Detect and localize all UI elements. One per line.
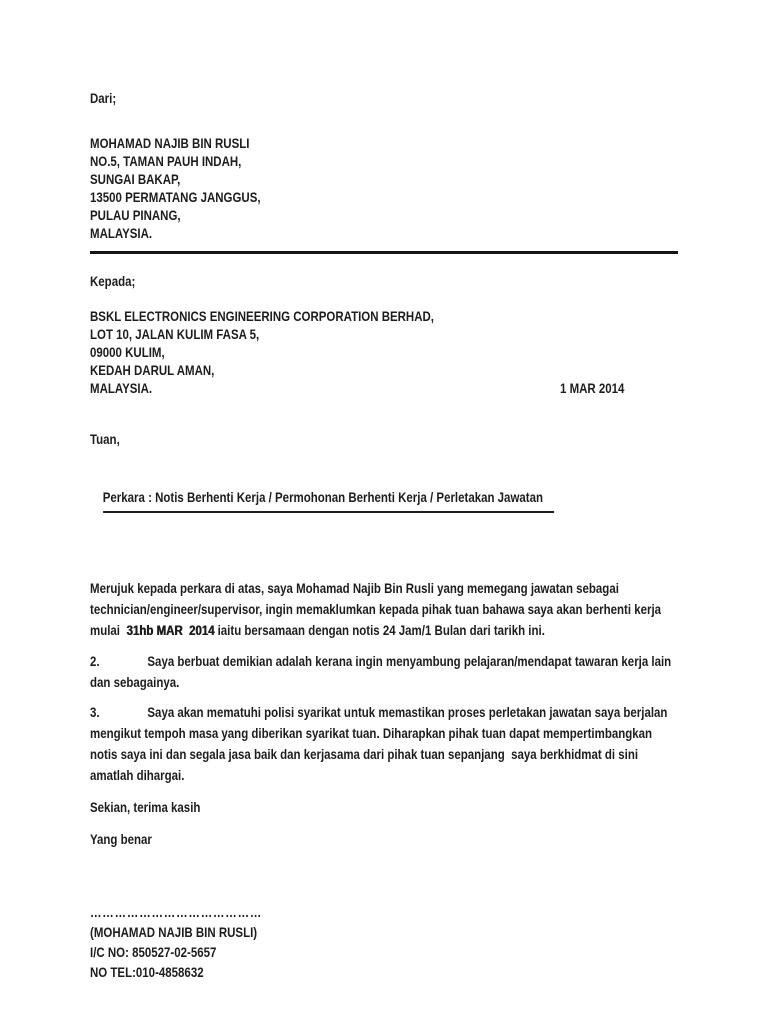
resignation-date-emphasis: 31hb MAR 2014 [126, 622, 215, 638]
paragraph-3-line: amatlah dihargai. [90, 767, 185, 783]
paragraph-2-line [90, 651, 672, 672]
paragraph-2-number: 2. [90, 653, 100, 669]
from-address-line: NO.5, TAMAN PAUH INDAH, [90, 153, 242, 169]
sign-off: Yang benar [90, 831, 152, 847]
to-label: Kepada; [90, 273, 136, 289]
signature-ic-number: I/C NO: 850527-02-5657 [90, 944, 217, 960]
subject-line [90, 464, 574, 535]
letter-date: 1 MAR 2014 [560, 380, 625, 396]
from-address-line: 13500 PERMATANG JANGGUS, [90, 189, 261, 205]
paragraph-1-line: Merujuk kepada perkara di atas, saya Mohamad Najib Bin Rusli yang memegang jawatan sebagai [90, 580, 619, 596]
paragraph-1-line-pre: mulai [90, 622, 127, 638]
signature-dotted-line: …………………………………… [90, 904, 263, 920]
to-address-line: KEDAH DARUL AMAN, [90, 362, 215, 378]
paragraph-1-line: technician/engineer/supervisor, ingin memaklumkan kepada pihak tuan bahawa saya akan berhenti kerja [90, 601, 662, 617]
to-address-line: LOT 10, JALAN KULIM FASA 5, [90, 326, 260, 342]
paragraph-3 [90, 702, 680, 786]
signature-phone-number: NO TEL:010-4858632 [90, 964, 204, 980]
subject-text: Perkara : Notis Berhenti Kerja / Permohonan Berhenti Kerja / Perletakan Jawatan [103, 486, 555, 513]
to-address-line: 09000 KULIM, [90, 344, 165, 360]
from-label: Dari; [90, 90, 117, 106]
paragraph-3-text: Saya akan mematuhi polisi syarikat untuk memastikan proses perletakan jawatan saya berjalan [147, 704, 668, 720]
from-address-line: MOHAMAD NAJIB BIN RUSLI [90, 135, 250, 151]
signature-block [90, 902, 680, 982]
paragraph-3-line: mengikut tempoh masa yang diberikan syarikat tuan. Diharapkan pihak tuan dapat mempertimbangkan [90, 725, 653, 741]
from-address-block [90, 134, 680, 242]
to-address-line: BSKL ELECTRONICS ENGINEERING CORPORATION BERHAD, [90, 308, 435, 324]
paragraph-3-line [90, 702, 668, 723]
from-address-line: SUNGAI BAKAP, [90, 171, 181, 187]
paragraph-3-number: 3. [90, 704, 100, 720]
separator-rule [90, 251, 678, 254]
closing-thanks: Sekian, terima kasih [90, 799, 201, 815]
paragraph-2 [90, 651, 680, 693]
to-address-block [90, 307, 680, 397]
paragraph-1-line-post: iaitu bersamaan dengan notis 24 Jam/1 Bulan dari tarikh ini. [214, 622, 545, 638]
salutation: Tuan, [90, 431, 120, 447]
to-address-line: MALAYSIA. [90, 380, 153, 396]
paragraph-2-text: Saya berbuat demikian adalah kerana ingin menyambung pelajaran/mendapat tawaran kerja lain [147, 653, 672, 669]
paragraph-2-line: dan sebagainya. [90, 674, 180, 690]
from-address-line: PULAU PINANG, [90, 207, 181, 223]
paragraph-1-line [90, 620, 574, 641]
paragraph-1 [90, 578, 680, 641]
paragraph-3-line: notis saya ini dan segala jasa baik dan kerjasama dari pihak tuan sepanjang saya berkhidmat di sini [90, 746, 639, 762]
from-address-line: MALAYSIA. [90, 225, 153, 241]
signature-name: (MOHAMAD NAJIB BIN RUSLI) [90, 924, 258, 940]
